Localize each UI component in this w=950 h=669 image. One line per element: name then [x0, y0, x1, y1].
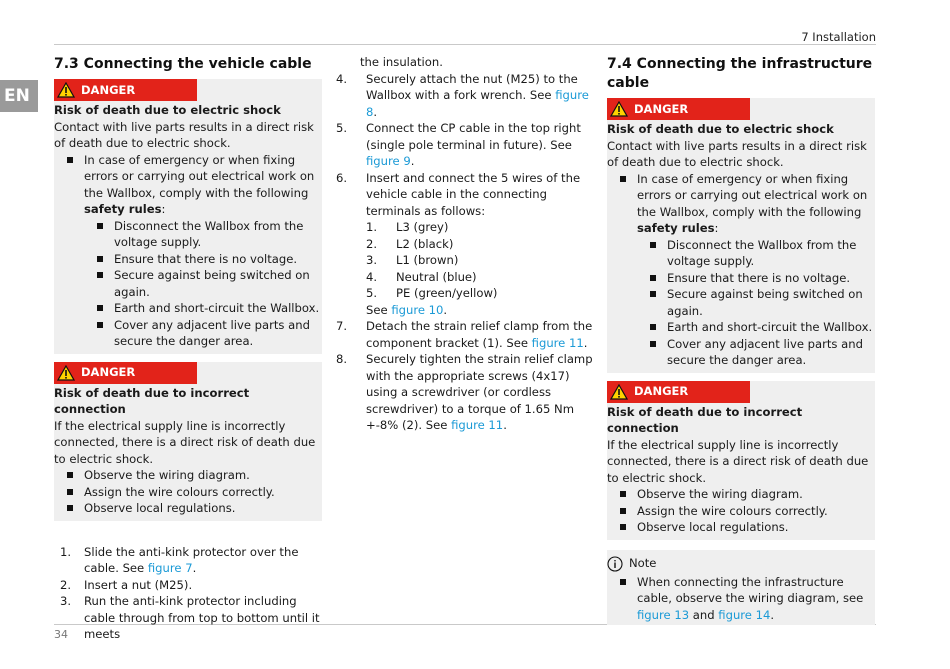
step-text-end: . [192, 561, 197, 575]
bullet-text-end: : [161, 202, 166, 216]
bullet-bold: safety rules [637, 221, 715, 235]
wire-number: 4. [366, 269, 378, 284]
list-item: Cover any adjacent live parts and secure the danger area. [637, 336, 875, 369]
danger-banner [607, 98, 750, 120]
wire-number: 1. [366, 220, 378, 234]
step-text: Slide the anti-kink protector over the cable. See [84, 544, 299, 575]
danger-title: Risk of death due to electric shock [54, 103, 281, 117]
danger-title: Risk of death due to incorrect connection [607, 404, 803, 435]
step-item [336, 170, 596, 319]
step-number: 2. [60, 577, 72, 592]
danger-banner [607, 381, 750, 403]
list-item: Observe local regulations. [607, 519, 875, 536]
step-number: 1. [60, 544, 72, 559]
list-item: Earth and short-circuit the Wallbox. [84, 300, 322, 317]
danger-label: DANGER [81, 365, 136, 380]
note-header [607, 554, 875, 574]
step-text: Connect the CP cable in the top right (single pole terminal in future). See [366, 121, 581, 152]
danger-box-electric-shock [607, 98, 875, 373]
bullet-bold: safety rules [84, 202, 162, 216]
step-item [54, 544, 322, 577]
section-heading-7-4: 7.4 Connecting the infrastructure cable [607, 56, 873, 91]
step-item [336, 318, 596, 351]
wire-text: PE (green/yellow) [396, 286, 498, 300]
list-item: Secure against being switched on again. [84, 267, 322, 300]
list-item: Assign the wire colours correctly. [607, 503, 875, 520]
danger-banner [54, 79, 197, 101]
info-circle-icon [607, 556, 623, 572]
list-item: Disconnect the Wallbox from the voltage supply. [84, 218, 322, 251]
figure-link[interactable]: figure 9 [366, 154, 411, 168]
wire-text: L1 (brown) [396, 253, 459, 267]
list-item: Disconnect the Wallbox from the voltage supply. [637, 237, 875, 270]
wire-item [366, 219, 596, 236]
step-number: 6. [336, 170, 348, 185]
language-tab: EN [0, 80, 38, 112]
list-item [607, 574, 875, 624]
steps-list [54, 544, 322, 643]
step-text: Detach the strain relief clamp from the component bracket (1). See [366, 319, 593, 350]
step-text-end: . [410, 154, 415, 168]
step-3-continued: the insulation. [360, 55, 443, 69]
step-text: Insert a nut (M25). [84, 577, 193, 592]
step-number: 5. [336, 121, 348, 135]
danger-title: Risk of death due to electric shock [607, 122, 834, 136]
step-item [54, 593, 322, 643]
step-text: Insert and connect the 5 wires of the vehicle cable in the connecting terminals as follows: [366, 170, 581, 218]
step-item [336, 71, 596, 121]
wire-item [366, 252, 596, 269]
warning-triangle-icon [57, 82, 75, 98]
figure-link[interactable]: figure 14 [718, 607, 771, 622]
warning-triangle-icon [610, 384, 628, 400]
step-number: 7. [336, 319, 348, 333]
list-item [54, 152, 322, 218]
step-text-end: . [373, 104, 378, 119]
note-text-end: . [770, 607, 775, 622]
danger-label: DANGER [81, 82, 136, 97]
wire-item [366, 285, 596, 302]
list-item: Secure against being switched on again. [637, 286, 875, 319]
figure-link[interactable]: figure 8 [366, 88, 589, 119]
note-label: Note [629, 556, 657, 571]
wire-text: Neutral (blue) [396, 269, 477, 284]
danger-box-incorrect-connection [54, 362, 322, 521]
list-item: Assign the wire colours correctly. [54, 484, 322, 501]
step-item [54, 577, 322, 594]
chapter-title: 7 Installation [801, 30, 876, 44]
column-1 [54, 55, 322, 643]
figure-link[interactable]: figure 7 [147, 561, 193, 575]
figure-link[interactable]: figure 11 [451, 418, 504, 432]
step-number: 8. [336, 352, 348, 366]
note-box [607, 550, 875, 626]
danger-banner [54, 362, 197, 384]
list-item: Cover any adjacent live parts and secure the danger area. [84, 317, 322, 350]
step-text-end: . [503, 418, 507, 432]
list-item: Ensure that there is no voltage. [637, 270, 875, 287]
danger-box-electric-shock [54, 79, 322, 354]
step-text: Securely attach the nut (M25) to the Wallbox with a fork wrench. See [366, 71, 578, 102]
see-figure [366, 302, 596, 319]
figure-link[interactable]: figure 10 [391, 302, 444, 317]
danger-intro: If the electrical supply line is incorrectly connected, there is a direct risk of death due to electric shock. [54, 418, 316, 466]
step-number: 3. [60, 594, 72, 608]
wire-text: L3 (grey) [396, 220, 449, 234]
figure-link[interactable]: figure 11 [531, 335, 584, 350]
list-item: Observe the wiring diagram. [607, 486, 875, 503]
step-number: 4. [336, 71, 348, 86]
warning-triangle-icon [610, 101, 628, 117]
list-item [607, 171, 875, 237]
danger-label: DANGER [634, 384, 689, 399]
list-item: Observe the wiring diagram. [54, 467, 322, 484]
step-item [336, 351, 596, 434]
header-divider [54, 44, 876, 45]
list-item: Observe local regulations. [54, 500, 322, 517]
bullet-text: In case of emergency or when fixing errors or carrying out electrical work on the Wallbox, comply with the following [84, 152, 315, 200]
danger-label: DANGER [634, 101, 689, 116]
bullet-text: In case of emergency or when fixing errors or carrying out electrical work on the Wallbox, comply with the following [637, 171, 868, 219]
wire-item [366, 269, 596, 286]
danger-intro: Contact with live parts results in a direct risk of death due to electric shock. [54, 119, 314, 150]
wire-item [366, 236, 596, 253]
wire-number: 3. [366, 253, 378, 267]
see-text: See [366, 302, 392, 317]
step-text-end: . [583, 335, 588, 350]
note-text-mid: and [689, 607, 719, 622]
warning-triangle-icon [57, 365, 75, 381]
page-number: 34 [54, 628, 68, 641]
list-item: Earth and short-circuit the Wallbox. [637, 319, 875, 336]
column-3 [607, 55, 875, 625]
figure-link[interactable]: figure 13 [637, 607, 690, 622]
danger-intro: If the electrical supply line is incorrectly connected, there is a direct risk of death due to electric shock. [607, 437, 869, 485]
wire-list [366, 219, 596, 302]
step-text: Securely tighten the strain relief clamp with the appropriate screws (4x17) using a screwdriver (or cordless screwdriver) to a torque of 1.65 Nm +-8% (2). See [366, 352, 593, 432]
note-text: When connecting the infrastructure cable, observe the wiring diagram, see [637, 574, 864, 605]
bullet-text-end: : [714, 221, 719, 235]
list-item: Ensure that there is no voltage. [84, 251, 322, 268]
danger-title: Risk of death due to incorrect connection [54, 385, 250, 416]
step-text: Run the anti-kink protector including cable through from top to bottom until it meets [84, 594, 320, 641]
wire-number: 2. [366, 236, 378, 251]
column-2 [336, 54, 596, 434]
section-heading-7-3: 7.3 Connecting the vehicle cable [54, 56, 312, 72]
danger-intro: Contact with live parts results in a direct risk of death due to electric shock. [607, 138, 867, 169]
step-item [336, 120, 596, 170]
see-text-end: . [443, 302, 448, 317]
wire-text: L2 (black) [396, 236, 454, 251]
wire-number: 5. [366, 286, 378, 300]
danger-box-incorrect-connection [607, 381, 875, 540]
steps-list [336, 71, 596, 434]
